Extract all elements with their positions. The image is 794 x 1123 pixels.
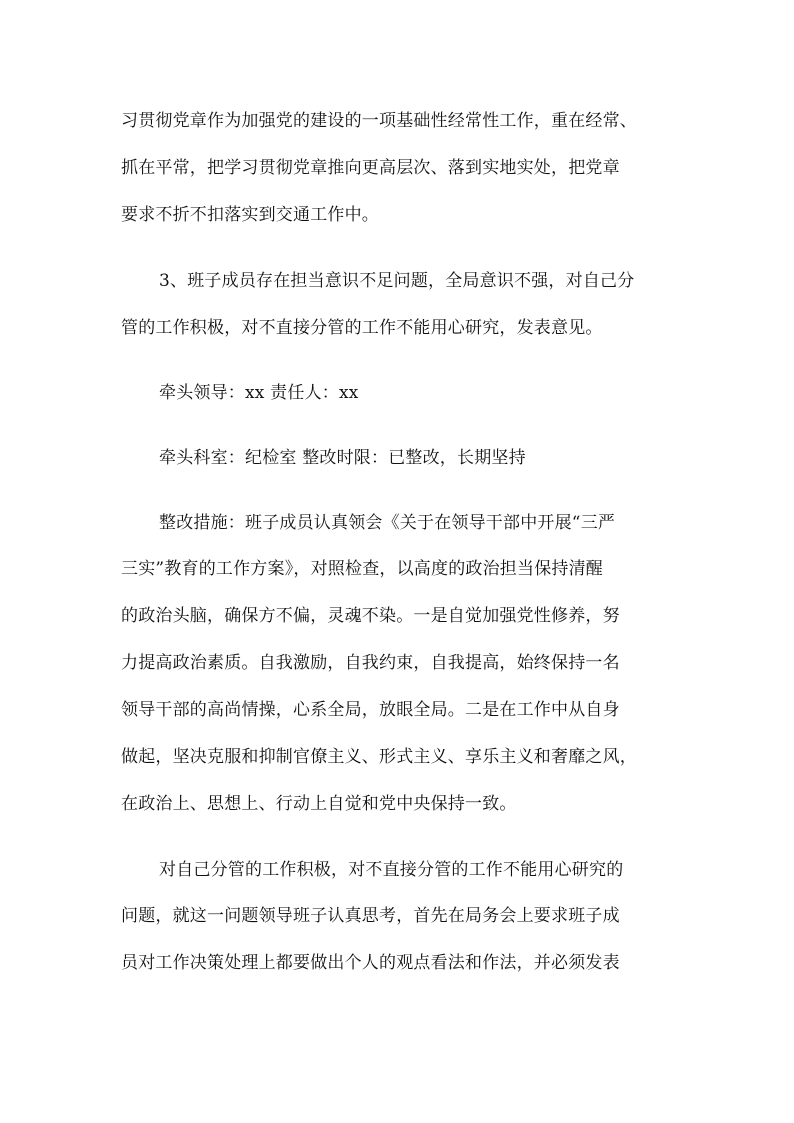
text-line: 要求不折不扣落实到交通工作中。 xyxy=(121,205,379,225)
text-line: 员对工作决策处理上都要做出个人的观点看法和作法，并必须发表 xyxy=(121,953,620,973)
lead-info-line: 牵头领导：xx 责任人：xx xyxy=(159,383,359,403)
text-line: 的政治头脑，确保方不偏，灵魂不染。一是自觉加强党性修养，努 xyxy=(121,606,620,626)
text-line: 整改措施：班子成员认真领会《关于在领导干部中开展“三严 xyxy=(159,513,616,533)
department-info-line: 牵头科室：纪检室 整改时限：已整改，长期坚持 xyxy=(159,448,526,468)
text-line: 在政治上、思想上、行动上自觉和党中央保持一致。 xyxy=(121,794,517,814)
text-line: 做起，坚决克服和抑制官僚主义、形式主义、享乐主义和奢靡之风， xyxy=(121,747,637,767)
text-line: 对自己分管的工作积极，对不直接分管的工作不能用心研究的 xyxy=(159,860,624,880)
text-line: 习贯彻党章作为加强党的建设的一项基础性经常性工作，重在经常、 xyxy=(121,111,637,131)
text-line: 问题，就这一问题领导班子认真思考，首先在局务会上要求班子成 xyxy=(121,906,620,926)
text-line: 三实”教育的工作方案》，对照检查，以高度的政治担当保持清醒 xyxy=(121,559,603,579)
text-line: 管的工作积极，对不直接分管的工作不能用心研究，发表意见。 xyxy=(121,318,603,338)
text-line: 抓在平常，把学习贯彻党章推向更高层次、落到实地实处，把党章 xyxy=(121,158,620,178)
text-line: 3、班子成员存在担当意识不足问题，全局意识不强，对自己分 xyxy=(159,271,635,291)
text-line: 领导干部的高尚情操，心系全局，放眼全局。二是在工作中从自身 xyxy=(121,700,620,720)
text-line: 力提高政治素质。自我激励，自我约束，自我提高，始终保持一名 xyxy=(121,653,620,673)
